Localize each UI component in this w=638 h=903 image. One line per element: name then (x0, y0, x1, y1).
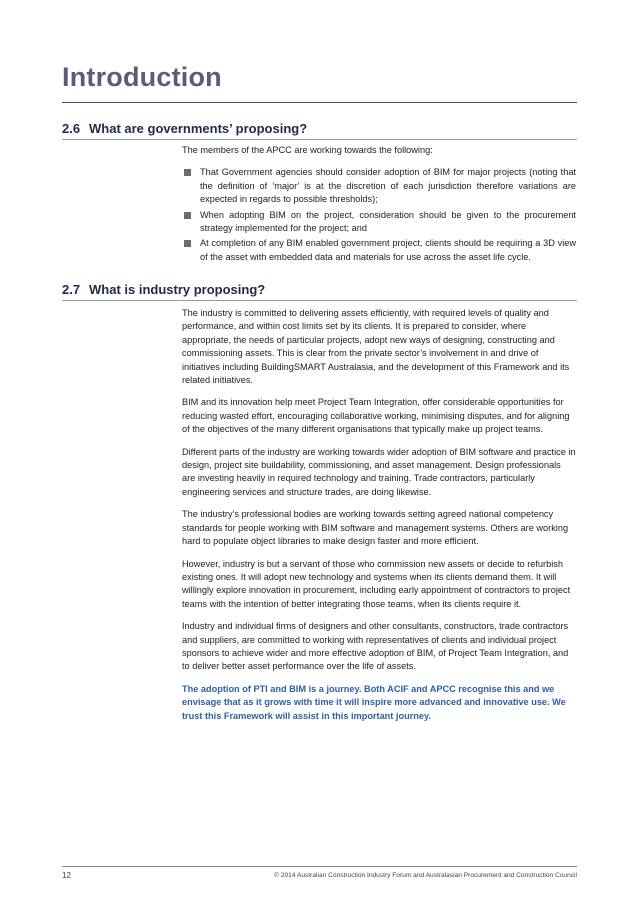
body-paragraph: Industry and individual firms of designers and other consultants, constructors, trade contractors and suppliers, are committed to working with representatives of clients and individual project sponsors to achieve wider and more effective adoption of BIM, of Project Team Integration, and to deliver better asset performance over the life of assets. (182, 621, 569, 672)
section-2-7-divider (62, 300, 577, 301)
bullet-item (182, 209, 576, 236)
page-title: Introduction (62, 62, 222, 92)
section-2-7-title: What is industry proposing? (89, 282, 266, 297)
body-paragraph: The industry’s professional bodies are working towards setting agreed national competency standards for people working with BIM software and management systems. Others are working hard to populate object libraries to make design faster and more efficient. (182, 509, 569, 547)
body-paragraph: The industry is committed to delivering assets efficiently, with required levels of quality and performance, and within cost limits set by its clients. It is prepared to consider, where appropriate, the needs of particular projects, adopt new ways of designing, constructing and commissioning assets. This is clear from the private sector’s involvement in and drive of initiatives including BuildingSMART Australasia, and the development of this Framework and its related initiatives. (182, 308, 570, 386)
footer-divider (62, 866, 577, 867)
bullet-item (182, 166, 576, 206)
bullet-text: At completion of any BIM enabled government project, clients should be requiring a 3D view of the asset with embedded data and materials for use across the asset life cycle. (200, 238, 576, 262)
body-paragraph: Different parts of the industry are working towards wider adoption of BIM software and practice in design, project site buildability, commissioning, and asset management. Design professionals are investing heavily in required technology and training. Trade contractors, particularly engineering services and structure trades, are doing likewise. (182, 446, 576, 497)
section-2-6-intro: The members of the APCC are working towards the following: (182, 145, 433, 155)
page-number: 12 (62, 871, 71, 880)
section-2-7-body (182, 307, 576, 732)
section-2-6-heading (62, 121, 307, 136)
body-paragraph: BIM and its innovation help meet Project Team Integration, offer considerable opportunities for reducing wasted effort, encouraging collaborative working, minimising disputes, and for aligning of the objectives of the many different organisations that typically make up project teams. (182, 397, 570, 435)
section-2-6-number: 2.6 (62, 121, 81, 136)
bullet-text: That Government agencies should consider adoption of BIM for major projects (noting that the definition of ‘major’ is at the discretion of each jurisdiction therefore variations are expected in regards to possible thresholds); (200, 167, 576, 205)
square-bullet-icon (184, 212, 191, 219)
section-2-7-heading (62, 282, 265, 297)
title-divider (62, 102, 577, 103)
footer-copyright: © 2014 Australian Construction Industry Forum and Australasian Procurement and Construction Council (274, 872, 577, 879)
bullet-text: When adopting BIM on the project, consideration should be given to the procurement strategy implemented for the project; and (200, 209, 576, 234)
body-paragraph: However, industry is but a servant of those who commission new assets or decide to refurbish existing ones. It will adopt new technology and systems when its clients demand them. It will willingly explore innovation in procurement, including early appointment of contractors to project teams with the intention of better integrating those teams, when its clients require it. (182, 558, 571, 609)
highlight-statement: The adoption of PTI and BIM is a journey. Both ACIF and APCC recognise this and we envisage that as it grows with time it will inspire more advanced and innovative use. We trust this Framework will assist in this important journey. (182, 683, 566, 721)
section-2-6-bullet-list (182, 166, 576, 264)
section-2-6-body (182, 144, 576, 266)
square-bullet-icon (184, 169, 191, 176)
section-2-6-title: What are governments’ proposing? (89, 121, 308, 136)
square-bullet-icon (184, 240, 191, 247)
bullet-item (182, 237, 576, 264)
section-2-6-divider (62, 139, 577, 140)
section-2-7-number: 2.7 (62, 282, 81, 297)
